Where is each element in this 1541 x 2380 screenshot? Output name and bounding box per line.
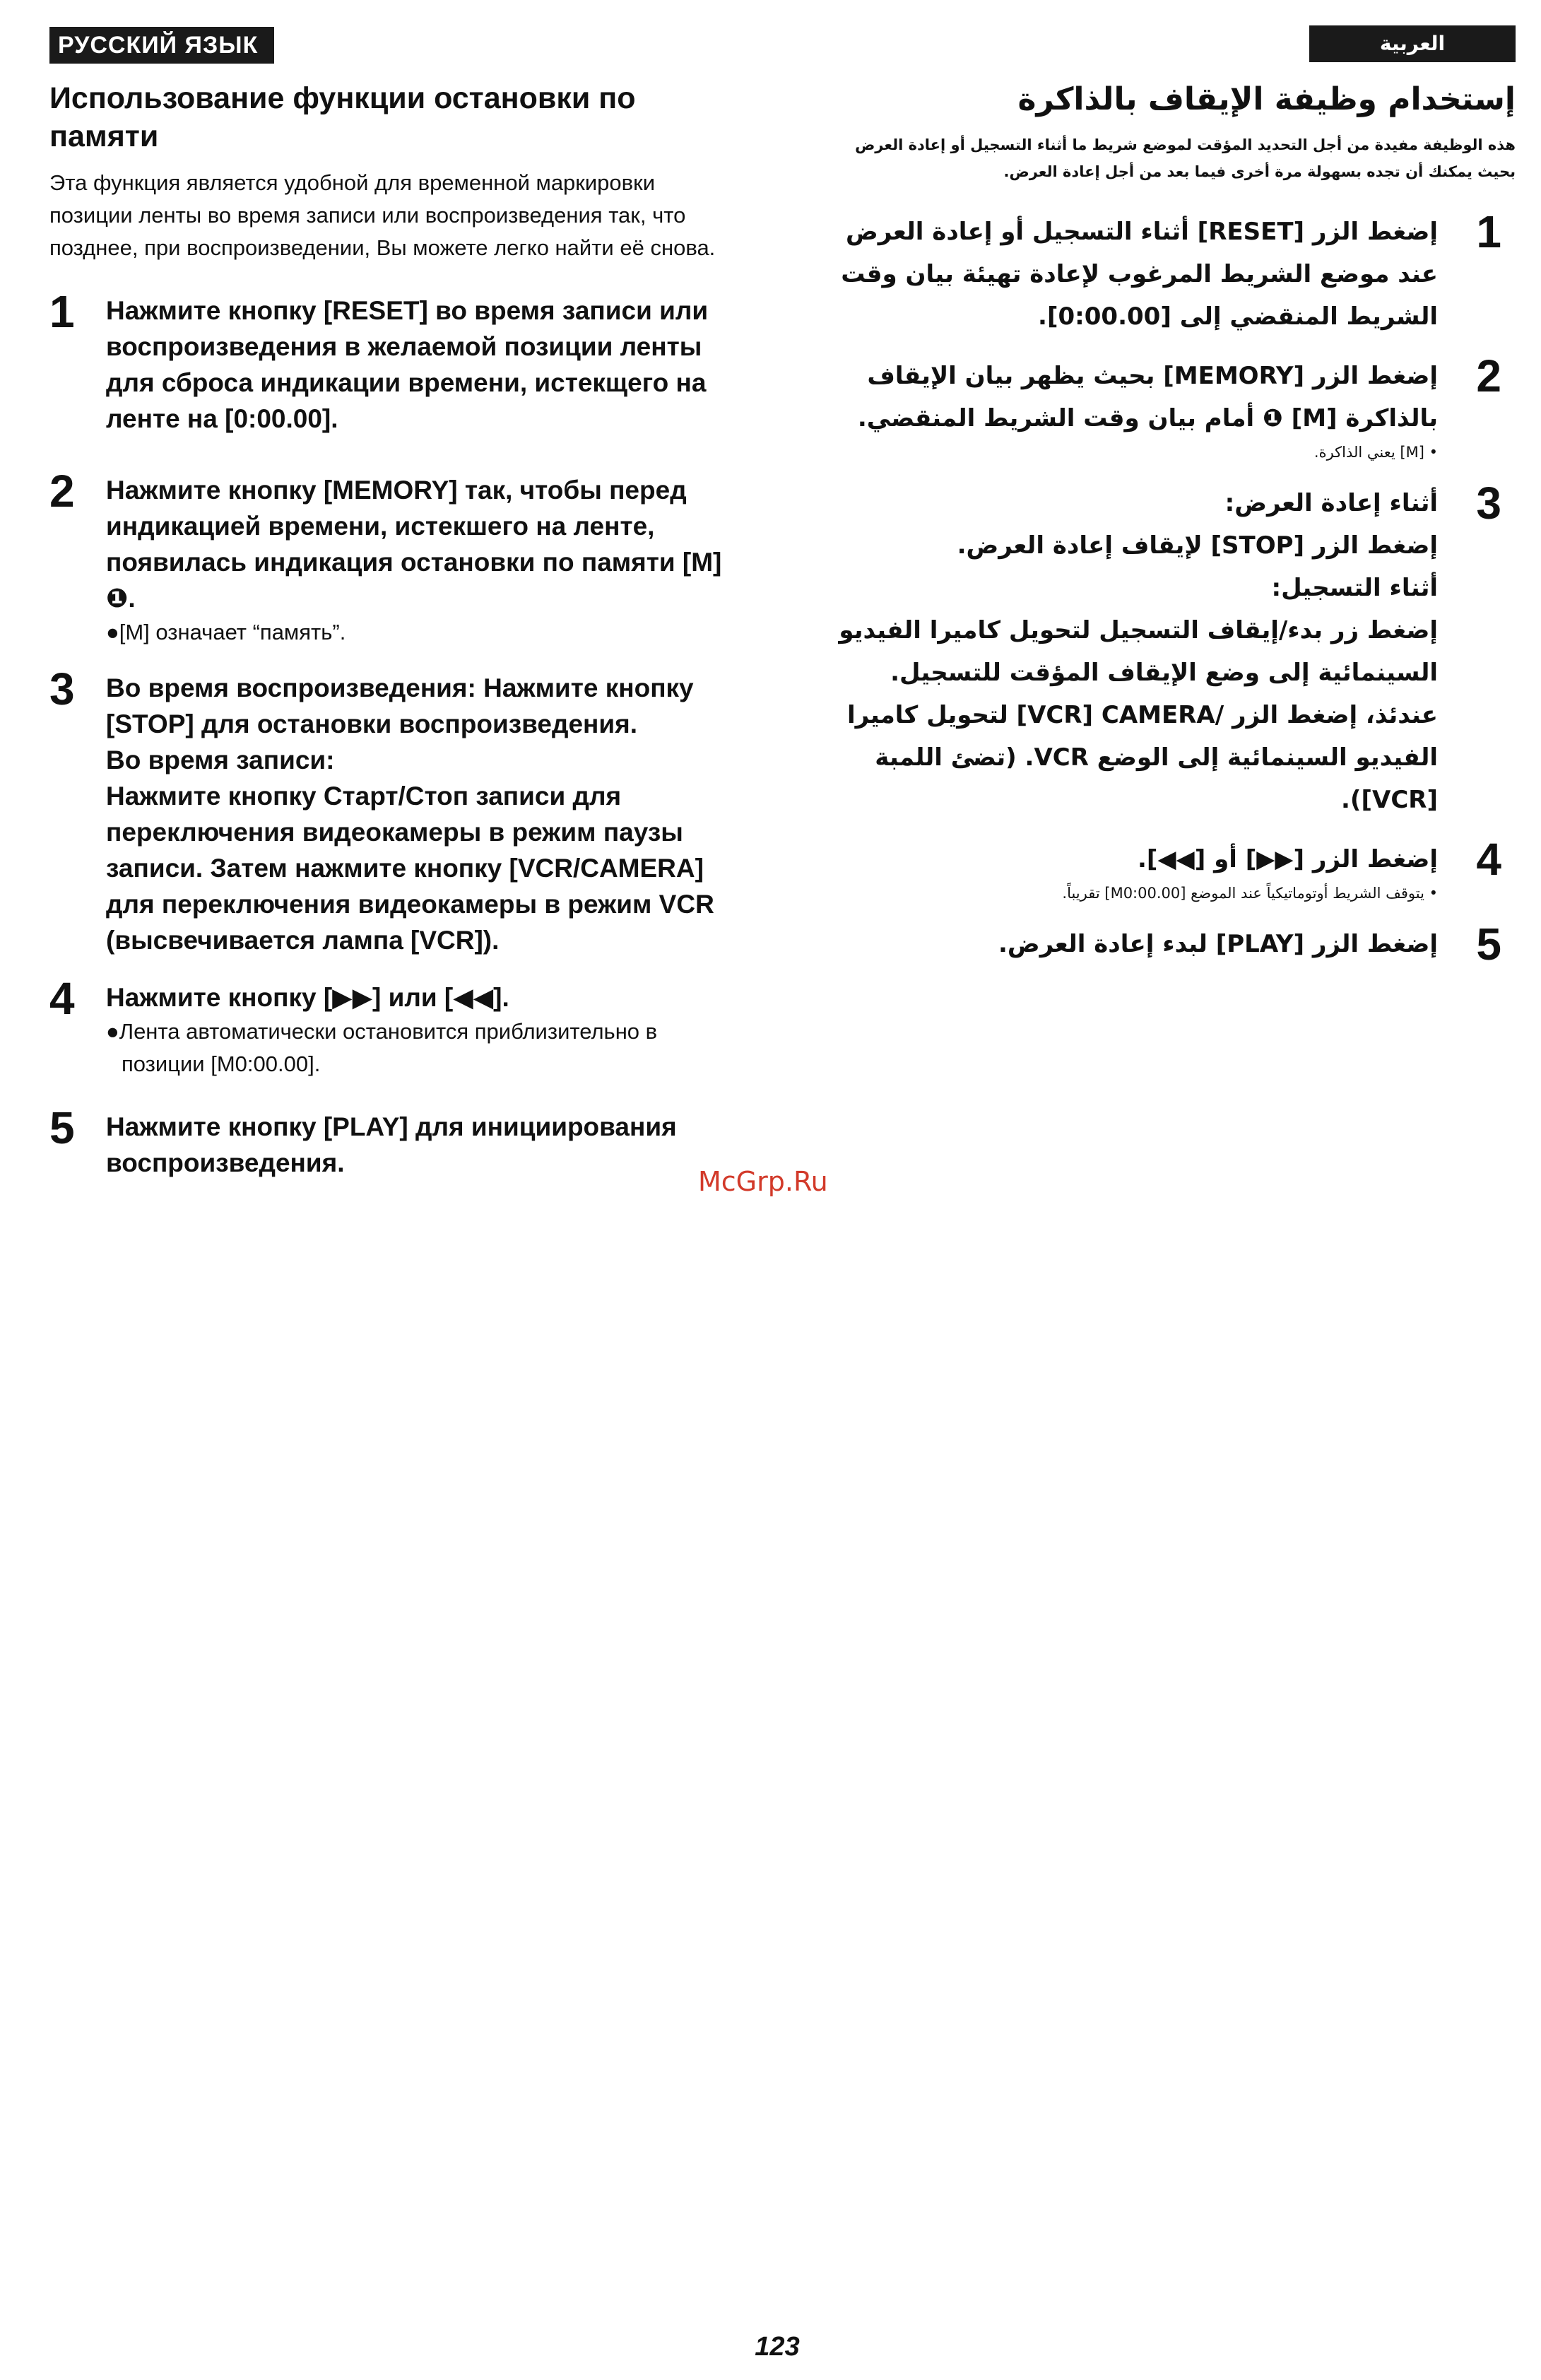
watermark: McGrp.Ru: [698, 1166, 828, 1197]
ar-step-text-playback: إضغط الزر [STOP] لإيقاف إعادة العرض.: [957, 531, 1438, 560]
ru-step-text: Нажмите кнопку [MEMORY] так, чтобы перед индикацией времени, истекшего на ленте, появилась индикация остановки по памяти [M] ❶.: [106, 476, 722, 613]
ar-step-5: [837, 919, 1516, 970]
ar-step-text: إضغط الزر [RESET] أثناء التسجيل أو إعادة العرض عند موضع الشريط المرغوب لإعادة تهيئة بيان وقت الشريط المنقضي إلى [0:00.00].: [841, 218, 1438, 331]
ar-step-4: [837, 834, 1516, 906]
ru-step-4: [49, 973, 728, 1080]
ru-step-5: [49, 1102, 728, 1181]
ar-step-number: 3: [1476, 478, 1501, 529]
ru-step-2: [49, 466, 728, 649]
arabic-column: [837, 78, 1516, 970]
ar-step-3: [837, 478, 1516, 821]
ar-step-text-recording-label: أثناء التسجيل:: [1271, 574, 1438, 602]
ar-intro: هذه الوظيفة مفيدة من أجل التحديد المؤقت لموضع شريط ما أثناء التسجيل أو إعادة العرض بحيث يمكنك أن تجده بسهولة مرة أخرى فيما بعد من أجل إعادة العرض.: [855, 136, 1516, 180]
ru-step-text: Нажмите кнопку [PLAY] для инициирования воспроизведения.: [106, 1112, 677, 1177]
ru-step-text: Нажмите кнопку [RESET] во время записи или воспроизведения в желаемой позиции ленты для сброса индикации времени, истекщего на ленте на [0:00.00].: [106, 296, 709, 433]
ar-step-note: • يتوقف الشريط أوتوماتيكياً عند الموضع [M0:00.00] تقريباً.: [1062, 885, 1438, 902]
ar-step-2: [837, 350, 1516, 465]
ar-step-number: 5: [1476, 919, 1501, 970]
ru-step-number: 1: [49, 286, 75, 337]
ru-step-note: ●Лента автоматически остановится приблизительно в позиции [M0:00.00].: [106, 1019, 658, 1076]
ru-section-title: Использование функции остановки по памяти: [49, 81, 636, 153]
ru-intro: Эта функция является удобной для временной маркировки позиции ленты во время записи или воспроизведения так, что позднее, при воспроизведении, Вы можете легко найти её снова.: [49, 170, 716, 260]
ru-step-text-recording: Нажмите кнопку Старт/Стоп записи для переключения видеокамеры в режим паузы записи. Затем нажмите кнопку [VCR/CAMERA] для переключения видеокамеры в режим VCR (высвечивается лампа [VCR]).: [106, 782, 714, 955]
ar-step-number: 2: [1476, 350, 1501, 401]
ar-step-text: إضغط الزر [PLAY] لبدء إعادة العرض.: [998, 930, 1438, 958]
ru-step-note: ●[M] означает “память”.: [106, 620, 346, 644]
ru-step-number: 3: [49, 664, 75, 714]
arabic-language-badge: العربية: [1309, 25, 1516, 62]
ru-step-text: Нажмите кнопку [▶▶] или [◀◀].: [106, 983, 509, 1012]
ar-step-1: [837, 206, 1516, 338]
ar-step-text: إضغط الزر [▶▶] أو [◀◀].: [1137, 845, 1438, 873]
ru-step-text-playback: Во время воспроизведения: Нажмите кнопку [STOP] для остановки воспроизведения.: [106, 673, 694, 738]
ar-step-text-recording: إضغط زر بدء/إيقاف التسجيل لتحويل كاميرا الفيديو السينمائية إلى وضع الإيقاف المؤقت للتسجيل. عندئذ، إضغط الزر /VCR] CAMERA] لتحويل كاميرا الفيديو السينمائية إلى الوضع VCR. (تضئ اللمبة [VCR]).: [839, 616, 1438, 814]
ru-step-number: 2: [49, 466, 75, 517]
ru-step-number: 4: [49, 973, 75, 1024]
ar-step-text: إضغط الزر [MEMORY] بحيث يظهر بيان الإيقاف بالذاكرة [M] ❶ أمام بيان وقت الشريط المنقضي.: [857, 362, 1438, 432]
page-number: 123: [755, 2332, 800, 2362]
ar-step-note: • [M] يعني الذاكرة.: [1313, 444, 1438, 461]
russian-column: [49, 79, 728, 1181]
ru-step-text-recording-label: Во время записи:: [106, 746, 335, 774]
ru-step-number: 5: [49, 1102, 75, 1153]
ar-step-number: 4: [1476, 834, 1501, 885]
ar-step-number: 1: [1476, 206, 1501, 257]
ar-section-title: إستخدام وظيفة الإيقاف بالذاكرة: [1017, 81, 1516, 117]
russian-language-badge: РУССКИЙ ЯЗЫК: [49, 27, 274, 64]
ar-step-text-playback-label: أثناء إعادة العرض:: [1224, 489, 1438, 517]
ru-step-3: [49, 664, 728, 958]
ru-step-1: [49, 286, 728, 437]
